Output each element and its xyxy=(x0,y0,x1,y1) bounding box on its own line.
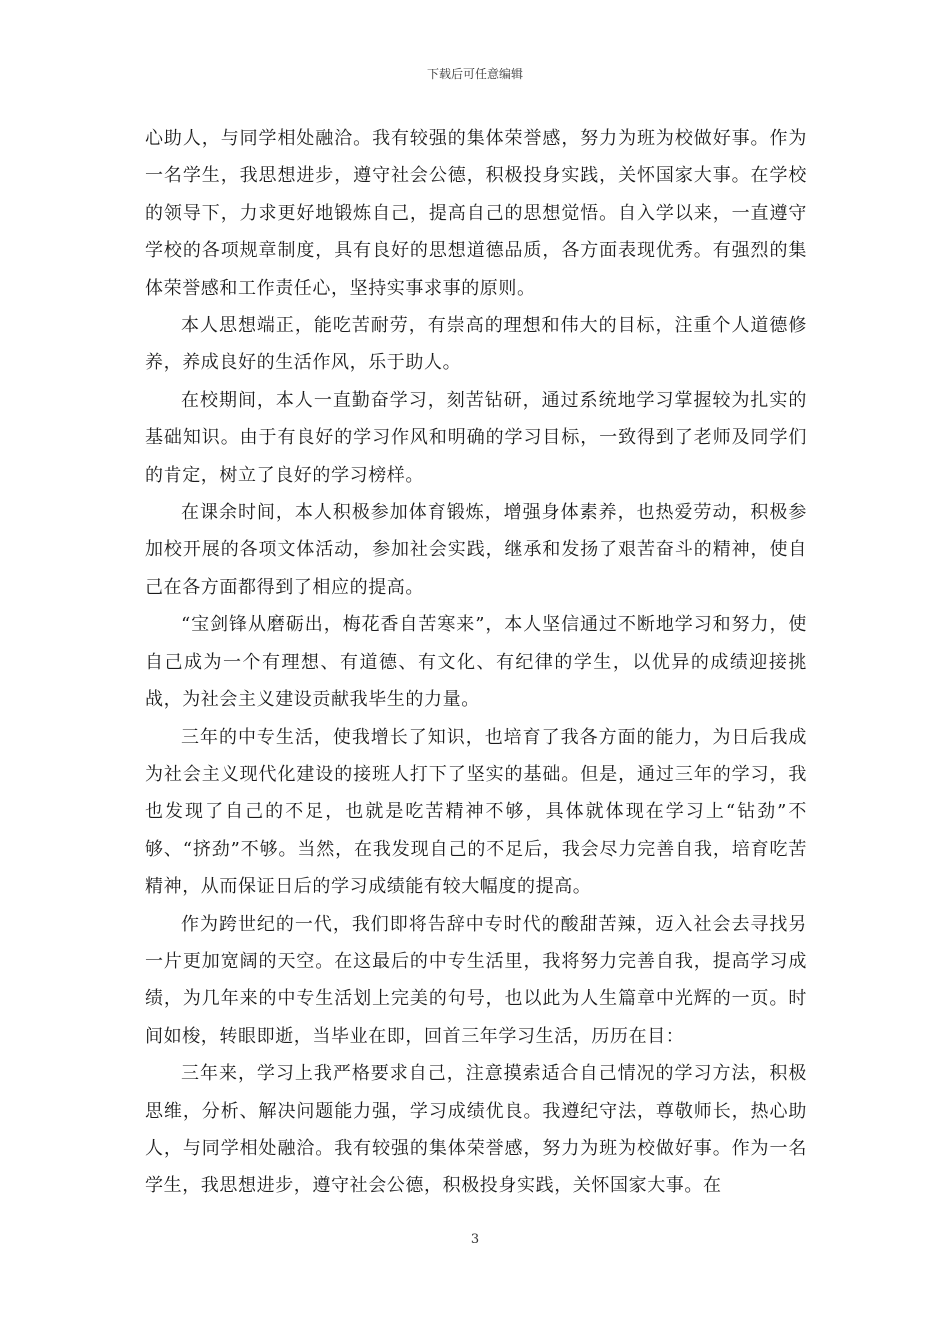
paragraph: “宝剑锋从磨砺出，梅花香自苦寒来”，本人坚信通过不断地学习和努力，使自己成为一个有理想、有道德、有文化、有纪律的学生，以优异的成绩迎接挑战，为社会主义建设贡献我毕生的力量。 xyxy=(145,614,807,711)
page-number: 3 xyxy=(470,1232,480,1247)
paragraph-continuation: 心助人，与同学相处融洽。我有较强的集体荣誉感，努力为班为校做好事。作为一名学生，我思想进步，遵守社会公德，积极投身实践，关怀国家大事。在学校的领导下，力求更好地锻炼自己，提高自己的思想觉悟。自入学以来，一直遵守学校的各项规章制度，具有良好的思想道德品质，各方面表现优秀。有强烈的集体荣誉感和工作责任心，坚持实事求事的原则。 xyxy=(145,128,807,299)
paragraph: 作为跨世纪的一代，我们即将告辞中专时代的酸甜苦辣，迈入社会去寻找另一片更加宽阔的天空。在这最后的中专生活里，我将努力完善自我，提高学习成绩，为几年来的中专生活划上完美的句号，也以此为人生篇章中光辉的一页。时间如梭，转眼即逝，当毕业在即，回首三年学习生活，历历在目： xyxy=(145,913,807,1047)
document-body xyxy=(145,120,807,1205)
paragraph: 三年来，学习上我严格要求自己，注意摸索适合自己情况的学习方法，积极思维，分析、解决问题能力强，学习成绩优良。我遵纪守法，尊敬师长，热心助人，与同学相处融洽。我有较强的集体荣誉感，努力为班为校做好事。作为一名学生，我思想进步，遵守社会公德，积极投身实践，关怀国家大事。在 xyxy=(145,1063,807,1197)
paragraph: 本人思想端正，能吃苦耐劳，有崇高的理想和伟大的目标，注重个人道德修养，养成良好的生活作风，乐于助人。 xyxy=(145,315,807,374)
paragraph: 三年的中专生活，使我增长了知识，也培育了我各方面的能力，为日后我成为社会主义现代化建设的接班人打下了坚实的基础。但是，通过三年的学习，我也发现了自己的不足，也就是吃苦精神不够，具体就体现在学习上“钻劲”不够、“挤劲”不够。当然，在我发现自己的不足后，我会尽力完善自我，培育吃苦精神，从而保证日后的学习成绩能有较大幅度的提高。 xyxy=(145,726,807,898)
paragraph: 在校期间，本人一直勤奋学习，刻苦钻研，通过系统地学习掌握较为扎实的基础知识。由于有良好的学习作风和明确的学习目标，一致得到了老师及同学们的肯定，树立了良好的学习榜样。 xyxy=(145,389,807,486)
page-header: 下载后可任意编辑 xyxy=(426,67,523,81)
paragraph: 在课余时间，本人积极参加体育锻炼，增强身体素养，也热爱劳动，积极参加校开展的各项文体活动，参加社会实践，继承和发扬了艰苦奋斗的精神，使自己在各方面都得到了相应的提高。 xyxy=(145,502,807,598)
